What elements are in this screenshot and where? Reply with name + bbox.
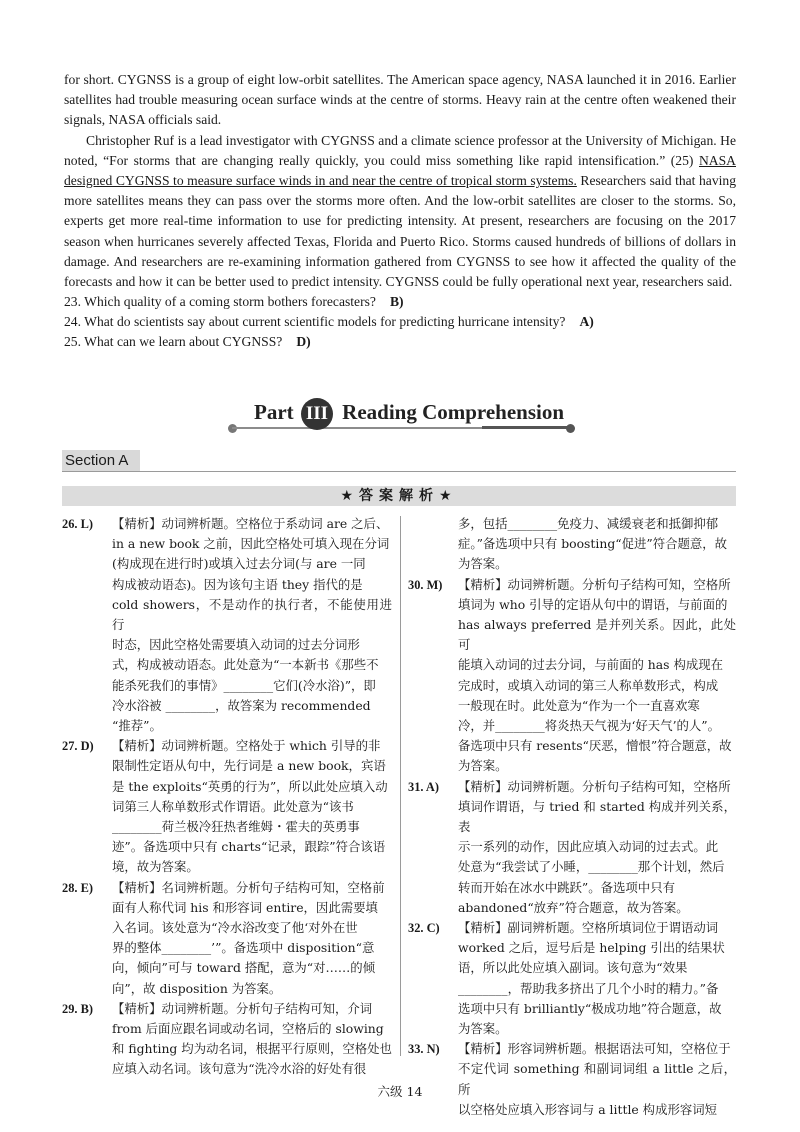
explanation-item	[62, 514, 392, 736]
question-25: 25. What can we learn about CYGNSS? D)	[64, 334, 311, 350]
explanation-line: 入名词。该处意为“冷水浴改变了他‘对外在世	[112, 920, 358, 936]
passage-paragraph-2	[64, 131, 736, 293]
explanation-line: 多，包括________免疫力、减缓衰老和抵御抑郁	[458, 516, 719, 531]
explanation-line: 【精析】动词辨析题。分析句子结构可知，空格所	[458, 778, 731, 794]
explanation-line: 面有人称代词 his 和形容词 entire，因此需要填	[112, 899, 378, 915]
explanation-line: 填词作谓语，与 tried 和 started 构成并列关系，表	[458, 798, 736, 835]
part-heading	[0, 396, 800, 436]
page-number: 六级 14	[377, 1084, 423, 1099]
explanation-line: 迹”。备选项中只有 charts“记录，跟踪”符合该语	[112, 839, 386, 855]
explanation-line: 处意为“我尝试了小睡，________那个计划，然后	[458, 859, 725, 875]
explanation-line: 限制性定语从句中，先行词是 a new book，宾语	[112, 758, 386, 774]
explanation-line: 【精析】副词辨析题。空格所填词位于谓语动词	[458, 920, 719, 936]
underlined-answer-sentence: NASA designed CYGNSS to measure surface winds in and near the centre of tropical storm systems.	[64, 152, 736, 189]
section-label: Section A	[62, 450, 140, 472]
explanation-line: 【精析】动词辨析题。分析句子结构可知，空格所	[458, 576, 731, 592]
part-title: Part III Reading Comprehension	[254, 398, 564, 430]
item-number: 27. D)	[62, 739, 94, 754]
item-number: 32. C)	[408, 921, 440, 936]
explanation-line: in a new book 之前，因此空格处可填入现在分词	[112, 536, 390, 552]
explanation-line: abandoned“放弃”符合题意，故为答案。	[458, 899, 689, 915]
heading-dot-right	[566, 424, 575, 433]
item-number: 31. A)	[408, 779, 439, 794]
explanation-line: 时态，因此空格处需要填入动词的过去分词形	[112, 637, 360, 653]
explanation-line: 是 the exploits“英勇的行为”，所以此处应填入动	[112, 778, 388, 794]
explanation-line: 向”，故 disposition 为答案。	[112, 980, 282, 996]
explanation-line: 语，所以此处应填入副词。该句意为“效果	[458, 960, 688, 976]
item-number: 33. N)	[408, 1042, 440, 1057]
explanation-line: 示一系列的动作，因此应填入动词的过去式。此	[458, 839, 719, 855]
explanation-line: 为答案。	[458, 1021, 508, 1037]
explanation-item	[408, 777, 736, 918]
explanation-line: 一般现在时。此处意为“作为一个一直喜欢寒	[458, 697, 700, 713]
part-number-badge: III	[301, 398, 333, 430]
explanation-line: 完成时，或填入动词的第三人称单数形式，构成	[458, 677, 719, 693]
item-number: 30. M)	[408, 577, 443, 592]
section-rule	[62, 471, 736, 472]
answer-analysis-banner: ★答案解析★	[62, 486, 736, 506]
explanation-line: 症。”备选项中只有 boosting“促进”符合题意，故	[458, 536, 728, 552]
explanation-item	[408, 918, 736, 1039]
continued-explanation	[408, 514, 736, 575]
explanation-line: 和 fighting 均为动名词，根据平行原则，空格处也	[112, 1041, 392, 1057]
explanation-line: 【精析】名词辨析题。分析句子结构可知，空格前	[112, 879, 385, 895]
explanation-line: cold showers，不是动作的执行者，不能使用进行	[112, 596, 392, 633]
item-number: 26. L)	[62, 517, 93, 531]
left-column	[62, 514, 392, 1080]
explanation-line: 能填入动词的过去分词，与前面的 has 构成现在	[458, 657, 724, 673]
explanation-line: 为答案。	[458, 556, 508, 572]
explanation-line: ________，帮助我多挤出了几个小时的精力。”备	[458, 980, 719, 996]
item-number: 29. B)	[62, 1001, 93, 1016]
explanation-line: from 后面应跟名词或动名词，空格后的 slowing	[112, 1021, 384, 1037]
explanation-line: 能杀死我们的事情》________它们(冷水浴)”，即	[112, 677, 376, 693]
explanation-line: 为答案。	[458, 758, 508, 774]
explanation-line: 【精析】动词辨析题。分析句子结构可知，介词	[112, 1000, 373, 1016]
explanation-line: 冷，并________将炎热天气视为‘好天气’的人”。	[458, 718, 721, 734]
explanation-item	[408, 1039, 736, 1120]
explanation-line: 备选项中只有 resents“厌恶，憎恨”符合题意，故	[458, 738, 732, 754]
explanation-line: 应填入动名词。该句意为“洗冷水浴的好处有很	[112, 1061, 367, 1077]
explanation-item	[62, 999, 392, 1080]
explanation-line: “推荐”。	[112, 718, 162, 734]
explanation-line: 不定代词 something 和副词词组 a little 之后，所	[458, 1061, 736, 1097]
explanation-line: 词第三人称单数形式作谓语。此处意为“该书	[112, 798, 354, 814]
explanation-item	[408, 575, 736, 777]
question-23: 23. Which quality of a coming storm bothers forecasters? B)	[64, 294, 404, 310]
explanation-line: (构成现在进行时)或填入过去分词(与 are 一同	[112, 556, 366, 572]
question-23-answer: B)	[389, 294, 404, 310]
explanation-line: 冷水浴被 ________，故答案为 recommended	[112, 697, 371, 713]
passage-paragraph-2-end: Researchers said that having more satellites means they can pass over the storms more often. And the low-orbit satellites are closer to the storms. So, experts get more real-time information to use for predicting intensity. At present, researchers are focusing on the 2017 season when hurricanes severely affected Texas, Florida and Puerto Rico. Storms caused hundreds of billions of dollars in damage. And researchers are re-examining information gathered from CYGNSS to see how it affected the quality of the forecasts and how it can be better used to predict intensity. CYGNSS could be fully operational next year, researchers said.	[64, 173, 736, 290]
explanation-item	[62, 736, 392, 877]
explanation-line: 境，故为答案。	[112, 859, 199, 875]
passage	[64, 70, 736, 352]
item-number: 28. E)	[62, 880, 93, 895]
passage-paragraph-2-start: Christopher Ruf is a lead investigator with CYGNSS and a climate science professor at the University of Michigan. He noted, “For storms that are changing really quickly, you could miss something like rapid intensification.” (25)	[64, 132, 736, 168]
explanation-line: 【精析】动词辨析题。空格处于 which 引导的非	[112, 738, 381, 754]
explanation-line: 转而开始在冰水中跳跃”。备选项中只有	[458, 879, 675, 895]
explanation-line: 界的整体________’”。备选项中 disposition“意	[112, 940, 375, 956]
passage-paragraph-1: for short. CYGNSS is a group of eight low-orbit satellites. The American space agency, NASA launched it in 2016. Earlier satellites had trouble measuring ocean surface winds at the centre of storms. Heavy rain at the centre often weakened their signals, NASA officials said.	[64, 72, 736, 128]
question-24-answer: A)	[579, 314, 594, 330]
explanation-line: 填词为 who 引导的定语从句中的谓语，与前面的	[458, 596, 728, 612]
explanation-line: 【精析】动词辨析题。空格位于系动词 are 之后、	[112, 516, 389, 531]
explanation-line: ________荷兰极冷狂热者维姆・霍夫的英勇事	[112, 819, 360, 835]
explanation-line: worked 之后，逗号后是 helping 引出的结果状	[458, 940, 725, 956]
question-24: 24. What do scientists say about current scientific models for predicting hurricane intensity? A)	[64, 314, 594, 330]
explanation-line: 【精析】形容词辨析题。根据语法可知，空格位于	[458, 1041, 731, 1057]
explanation-line: 向，倾向”可与 toward 搭配，意为“对……的倾	[112, 960, 376, 976]
explanation-line: 选项中只有 brilliantly“极成功地”符合题意，故	[458, 1000, 722, 1016]
right-column	[408, 514, 736, 1120]
explanation-line: 式，构成被动语态。此处意为“一本新书《那些不	[112, 657, 379, 673]
explanation-line: 构成被动语态)。因为该句主语 they 指代的是	[112, 576, 363, 592]
explanation-item	[62, 878, 392, 999]
explanation-line: has always preferred 是并列关系。因此，此处可	[458, 617, 736, 653]
column-divider	[400, 516, 401, 1056]
explanation-line: 以空格处应填入形容词与 a little 构成形容词短	[458, 1101, 718, 1117]
question-25-answer: D)	[296, 334, 311, 350]
